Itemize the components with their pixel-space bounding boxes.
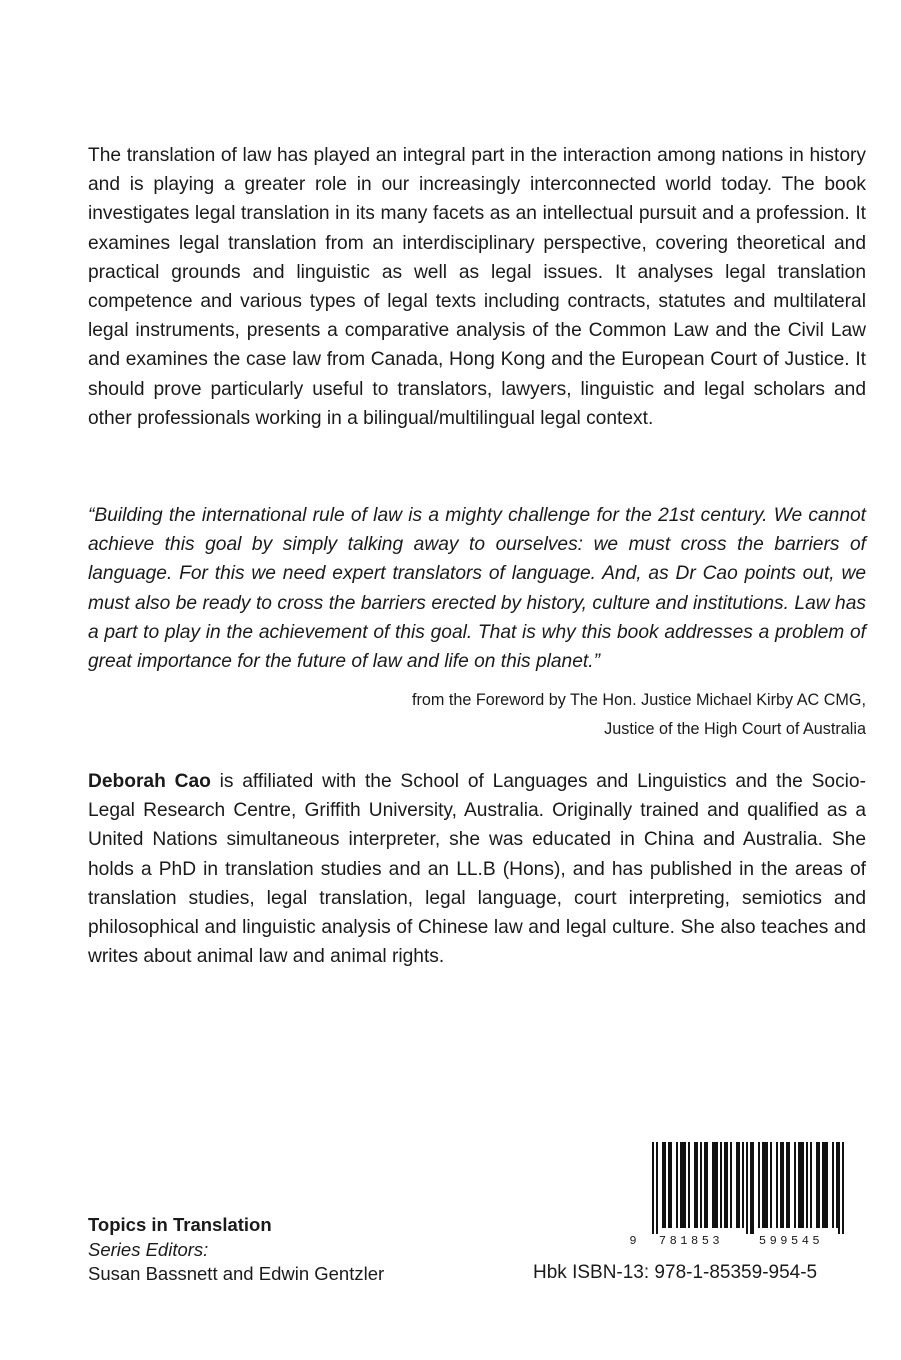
barcode-bar [662, 1142, 664, 1228]
barcode-bar [770, 1142, 772, 1228]
barcode-bar [750, 1142, 752, 1234]
attribution-line-1: from the Foreword by The Hon. Justice Michael Kirby AC CMG, [411, 691, 866, 709]
barcode-bar [696, 1142, 698, 1228]
barcode-bar [832, 1142, 834, 1228]
barcode-bar [818, 1142, 820, 1228]
author-name: Deborah Cao [88, 771, 211, 792]
barcode-bar [842, 1142, 844, 1234]
barcode-left-digits: 781853 [658, 1234, 724, 1248]
barcode-bar [824, 1142, 826, 1228]
attribution-line-2: Justice of the High Court of Australia [604, 719, 866, 738]
barcode-bar [746, 1142, 748, 1234]
barcode-bar [714, 1142, 716, 1228]
barcode-bar [822, 1142, 824, 1228]
barcode-bars [628, 1140, 850, 1250]
barcode-bar [762, 1142, 764, 1228]
barcode-bar [738, 1142, 740, 1228]
barcode-bar [676, 1142, 678, 1228]
barcode-bar [800, 1142, 802, 1228]
barcode-bar [720, 1142, 722, 1228]
barcode-bar [724, 1142, 726, 1228]
quote-attribution [412, 686, 866, 743]
barcode-bar [742, 1142, 744, 1228]
series-title: Topics in Translation [88, 1214, 272, 1235]
barcode-lead-digit: 9 [629, 1234, 637, 1248]
barcode-bar [668, 1142, 670, 1228]
barcode-bar [836, 1142, 838, 1228]
author-bio-text: is affiliated with the School of Languages and Linguistics and the Socio-Legal Research Centre, Griffith University, Australia. Originally trained and qualified as a United Nations simultaneous interpreter, she was educated in China and Australia. She holds a PhD in translation studies and an LL.B (Hons), and has published in the areas of translation studies, legal translation, legal language, court interpreting, semiotics and philosophical and linguistic analysis of Chinese law and legal culture. She also teaches and writes about animal law and animal rights. [88, 771, 866, 968]
barcode-bar [766, 1142, 768, 1228]
series-editors-label: Series Editors: [88, 1238, 209, 1260]
barcode-bar [794, 1142, 796, 1228]
back-cover-blurb: The translation of law has played an integral part in the interaction among nations in history and is playing a greater role in our increasingly interconnected world today. The book investigates legal translation in its many facets as an intellectual pursuit and a profession. It examines legal translation from an interdisciplinary perspective, covering theoretical and practical grounds and linguistic as well as legal issues. It analyses legal translation competence and various types of legal texts including contracts, statutes and multilateral legal instruments, presents a comparative analysis of the Common Law and the Civil Law and examines the case law from Canada, Hong Kong and the European Court of Justice. It should prove particularly useful to translators, lawyers, linguistic and legal scholars and other professionals working in a bilingual/multilingual legal context. [88, 145, 866, 429]
barcode-bar [688, 1142, 690, 1228]
barcode-bar [788, 1142, 790, 1228]
barcode-bar [656, 1142, 658, 1234]
barcode-bar [786, 1142, 788, 1228]
author-bio [88, 767, 866, 971]
barcode-bar [664, 1142, 666, 1228]
barcode-bar [700, 1142, 702, 1228]
barcode-bar [802, 1142, 804, 1228]
barcode-bar [810, 1142, 812, 1228]
isbn-text: Hbk ISBN-13: 978-1-85359-954-5 [533, 1262, 818, 1283]
barcode-bar [806, 1142, 808, 1228]
barcode-bar [652, 1142, 654, 1234]
barcode-bar [752, 1142, 754, 1234]
barcode-bar [758, 1142, 760, 1228]
barcode-bar [776, 1142, 778, 1228]
barcode-bar [816, 1142, 818, 1228]
barcode-bar [726, 1142, 728, 1228]
barcode-bar [682, 1142, 684, 1228]
barcode-bar [704, 1142, 706, 1228]
foreword-quote: “Building the international rule of law is a mighty challenge for the 21st century. We cannot achieve this goal by simply talking away to ourselves: we must cross the barriers of language. For this we need expert translators of language. And, as Dr Cao points out, we must also be ready to cross the barriers erected by history, culture and institutions. Law has a part to play in the achievement of this goal. That is why this book addresses a problem of great importance for the future of law and life on this planet.” [88, 505, 866, 673]
barcode-bar [782, 1142, 784, 1228]
series-info [88, 1213, 384, 1287]
barcode-bar [694, 1142, 696, 1228]
barcode-bar [684, 1142, 686, 1228]
series-editors: Susan Bassnett and Edwin Gentzler [88, 1263, 385, 1284]
barcode-bar [826, 1142, 828, 1228]
barcode-bar [798, 1142, 800, 1228]
barcode-bar [780, 1142, 782, 1228]
barcode-bar [764, 1142, 766, 1228]
barcode-bar [670, 1142, 672, 1228]
barcode-bar [716, 1142, 718, 1228]
barcode-bar [838, 1142, 840, 1234]
barcode-bar [712, 1142, 714, 1228]
barcode-right-digits: 599545 [758, 1234, 824, 1248]
barcode-bar [706, 1142, 708, 1228]
barcode-bar [736, 1142, 738, 1228]
barcode-bar [730, 1142, 732, 1228]
isbn-barcode [628, 1140, 850, 1250]
barcode-bar [680, 1142, 682, 1228]
